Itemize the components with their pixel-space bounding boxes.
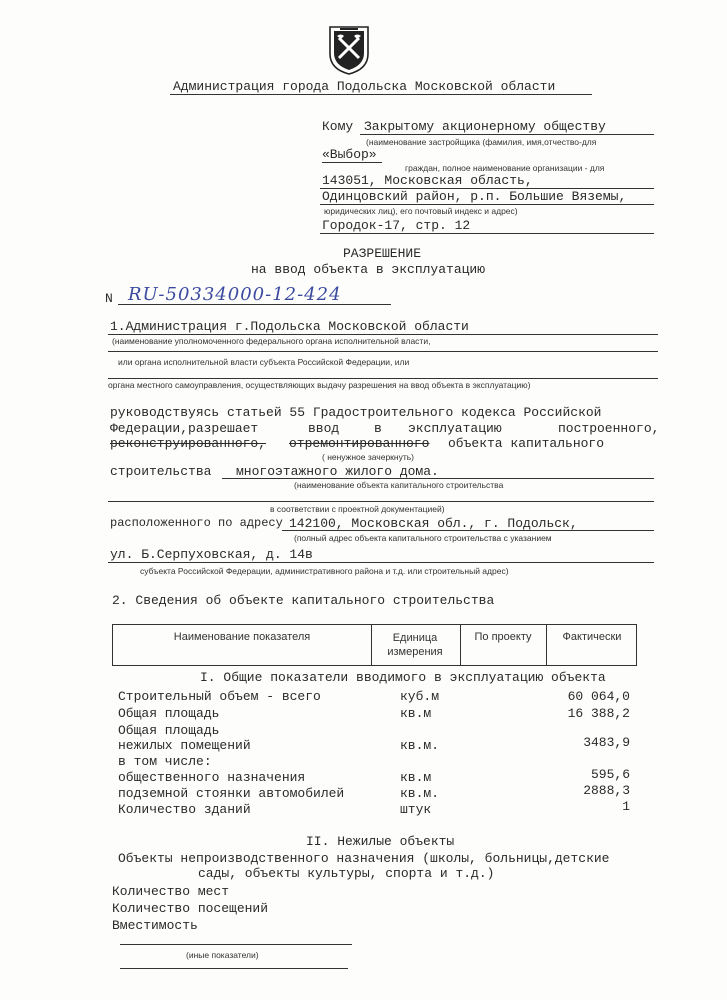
organization-note3: органа местного самоуправления, осуществляющих выдачу разрешения на ввод объекта в эксплуатацию) bbox=[108, 380, 531, 390]
address-value2: ул. Б.Серпуховская, д. 14в bbox=[110, 547, 313, 562]
legal-basis-line2e: построенного, bbox=[558, 421, 660, 436]
legal-basis-line2b: ввод bbox=[308, 421, 340, 436]
row-unit: кв.м bbox=[400, 770, 432, 785]
object-note: (наименование объекта капитального строительства bbox=[294, 480, 504, 490]
reconstructed-struck: реконструированного, bbox=[110, 436, 267, 451]
row-fact: 595,6 bbox=[590, 767, 630, 782]
document-title: РАЗРЕШЕНИЕ bbox=[343, 246, 422, 261]
row-fact: 1 bbox=[622, 799, 630, 814]
col-header-fact: Фактически bbox=[562, 631, 622, 643]
legal-basis-line2a: Федерации,разрешает bbox=[110, 421, 259, 436]
repaired-struck: отремонтированного bbox=[289, 436, 430, 451]
permit-number: RU-50334000-12-424 bbox=[128, 284, 342, 305]
issuing-organization: 1.Администрация г.Подольска Московской области bbox=[110, 319, 469, 334]
indicators-table-header bbox=[112, 624, 637, 666]
object-underline bbox=[222, 478, 654, 479]
address-label: расположенного по адресу bbox=[110, 516, 283, 530]
item-visits: Количество посещений bbox=[112, 901, 269, 916]
row-unit: кв.м. bbox=[400, 738, 440, 753]
row-unit: куб.м bbox=[400, 689, 440, 704]
organization-line3 bbox=[108, 378, 658, 379]
col-header-project: По проекту bbox=[474, 631, 532, 643]
strike-note: ( ненужное зачеркнуть) bbox=[322, 452, 414, 462]
komu-label: Кому bbox=[322, 119, 354, 134]
recipient-line2: «Выбор» bbox=[322, 147, 377, 162]
address-value: 142100, Московская обл., г. Подольск, bbox=[289, 516, 578, 531]
row-name: Общая площадь bbox=[118, 706, 220, 721]
address-note2: субъекта Российской Федерации, административного района и т.д. или строительный адрес) bbox=[140, 566, 509, 576]
organization-note2: или органа исполнительной власти субъекта Российской Федерации, или bbox=[118, 357, 410, 367]
row-name: в том числе: bbox=[118, 754, 212, 769]
row-unit: кв.м bbox=[400, 706, 432, 721]
administration-underline bbox=[170, 94, 592, 95]
recipient-line3: 143051, Московская область, bbox=[322, 173, 533, 188]
recipient-line5: Городок-17, стр. 12 bbox=[322, 218, 471, 233]
address-underline2 bbox=[108, 562, 654, 563]
komu-note: (наименование застройщика (фамилия, имя,отчество-для bbox=[366, 137, 597, 147]
podolsk-coat-of-arms-icon bbox=[327, 24, 371, 76]
number-label: N bbox=[105, 291, 113, 306]
recipient-note3: юридических лиц), его почтовый индекс и адрес) bbox=[324, 206, 518, 216]
group2-line2: сады, объекты культуры, спорта и т.д.) bbox=[198, 866, 495, 881]
row-name: Количество зданий bbox=[118, 802, 251, 817]
section2-title: 2. Сведения об объекте капитального строительства bbox=[112, 593, 495, 608]
address-underline bbox=[282, 530, 654, 531]
row-name: нежилых помещений bbox=[118, 738, 251, 753]
row-name: подземной стоянки автомобилей bbox=[118, 786, 345, 801]
row-unit: кв.м. bbox=[400, 786, 440, 801]
row-name: Общая площадь bbox=[118, 723, 220, 738]
object-label: строительства bbox=[110, 464, 212, 479]
row-fact: 16 388,2 bbox=[567, 706, 630, 721]
administration-title: Администрация города Подольска Московской области bbox=[173, 79, 556, 94]
komu-value: Закрытому акционерному обществу bbox=[364, 119, 606, 134]
row-unit: штук bbox=[400, 802, 432, 817]
object-line2 bbox=[108, 501, 654, 502]
col-header-unit: Единица измерения bbox=[387, 632, 443, 658]
address-note: (полный адрес объекта капитального строительства с указанием bbox=[294, 533, 552, 543]
item-places: Количество мест bbox=[112, 884, 230, 899]
row-fact: 60 064,0 bbox=[567, 689, 630, 704]
row-fact: 2888,3 bbox=[583, 783, 630, 798]
recipient-line4: Одинцовский район, р.п. Большие Вяземы, bbox=[322, 189, 627, 204]
row-name: общественного назначения bbox=[118, 770, 306, 785]
recipient-note2: граждан, полное наименование организации - для bbox=[405, 163, 605, 173]
row-name: Строительный объем - всего bbox=[118, 689, 321, 704]
organization-line2 bbox=[108, 351, 658, 352]
other-indicators-note: (иные показатели) bbox=[186, 950, 259, 960]
item-capacity: Вместимость bbox=[112, 918, 198, 933]
group2-title: II. Нежилые объекты bbox=[306, 834, 455, 849]
legal-basis-line2d: эксплуатацию bbox=[408, 421, 502, 436]
document-subtitle: на ввод объекта в эксплуатацию bbox=[251, 262, 486, 277]
legal-basis-line2c: в bbox=[374, 421, 382, 436]
col-header-name: Наименование показателя bbox=[173, 631, 311, 643]
recipient-line4-underline bbox=[320, 204, 654, 205]
organization-underline bbox=[108, 334, 658, 335]
group1-title: I. Общие показатели вводимого в эксплуатацию объекта bbox=[200, 670, 606, 685]
komu-underline bbox=[360, 134, 654, 135]
group2-line1: Объекты непроизводственного назначения (школы, больницы,детские bbox=[118, 851, 610, 866]
object-value: многоэтажного жилого дома. bbox=[236, 464, 439, 479]
project-note: в соответствии с проектной документацией) bbox=[270, 504, 445, 514]
row-fact: 3483,9 bbox=[583, 735, 630, 750]
legal-basis-line3-rest: объекта капитального bbox=[448, 436, 605, 451]
other-indicators-line2 bbox=[120, 968, 348, 969]
legal-basis-line1: руководствуясь статьей 55 Градостроительного кодекса Российской bbox=[110, 405, 602, 420]
number-underline bbox=[118, 304, 391, 305]
recipient-line2-underline bbox=[322, 162, 382, 163]
organization-note1: (наименование уполномоченного федерального органа исполнительной власти, bbox=[112, 336, 431, 346]
other-indicators-line bbox=[120, 944, 352, 945]
recipient-line5-underline bbox=[320, 233, 654, 234]
